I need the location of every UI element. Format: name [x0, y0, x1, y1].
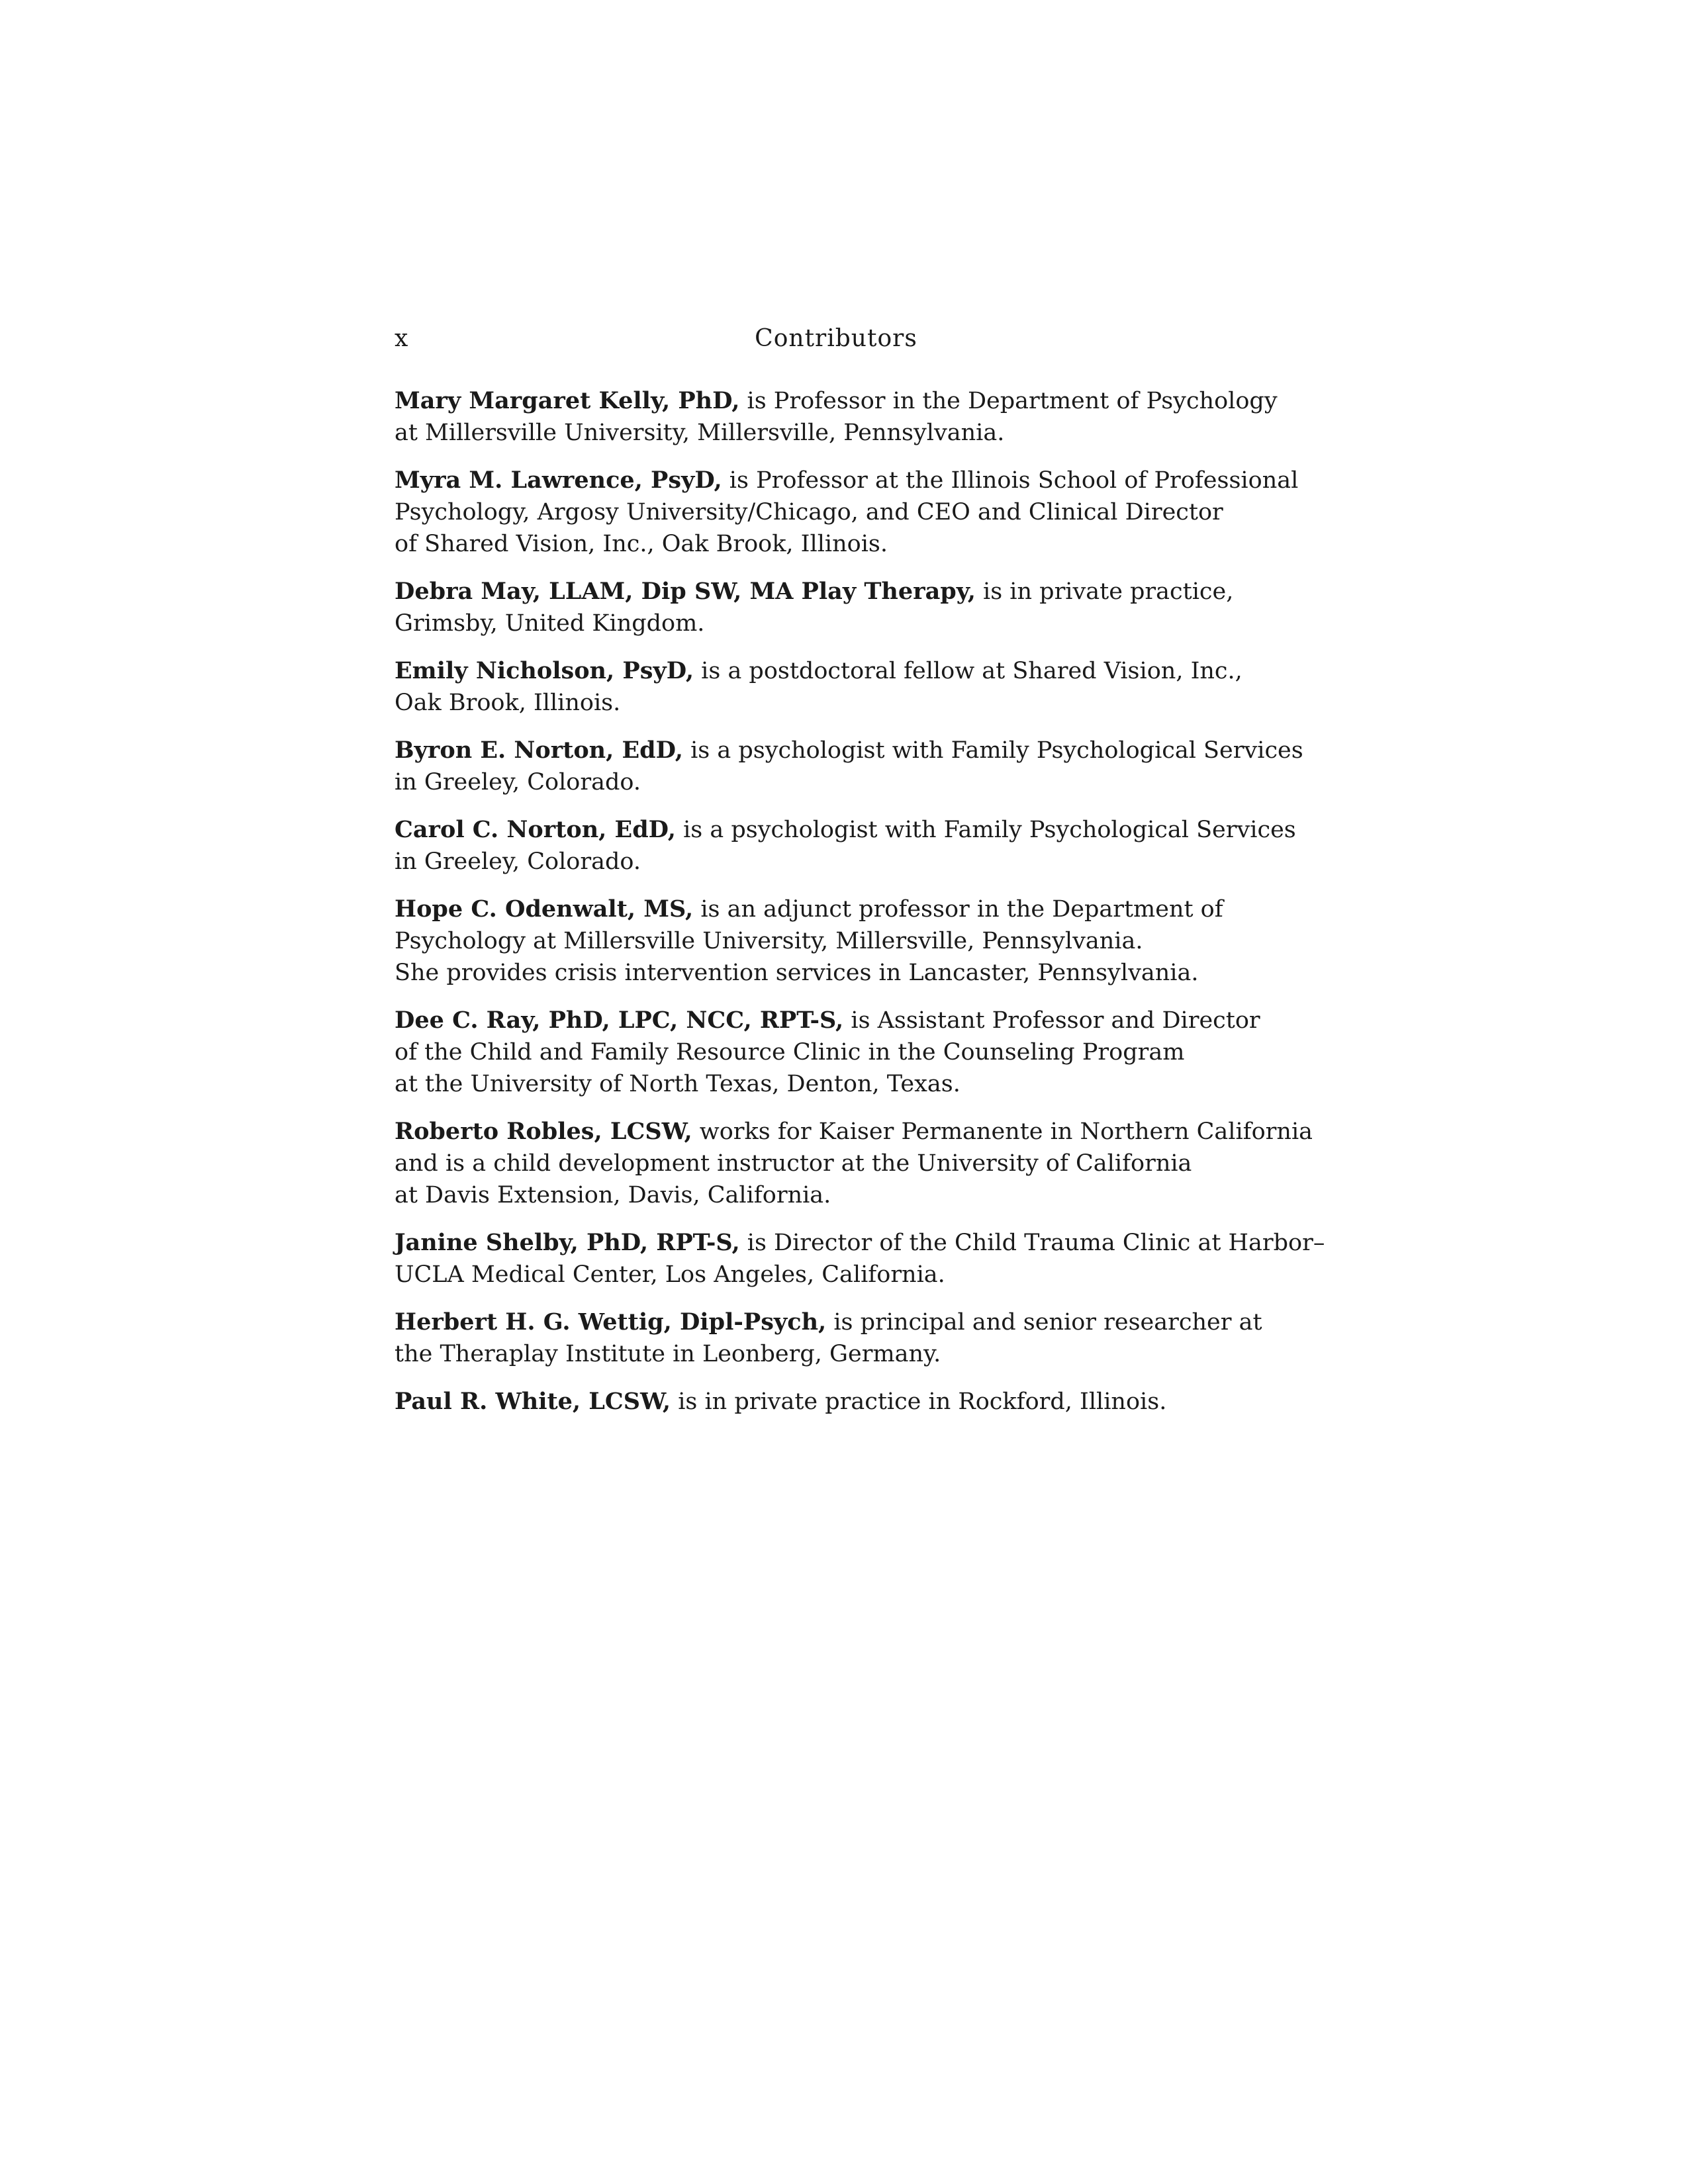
contributor-description: is Assistant Professor and Director: [843, 1007, 1260, 1034]
entry-line: Oak Brook, Illinois.: [395, 690, 621, 716]
contributor-description: is principal and senior researcher at: [826, 1309, 1262, 1336]
contributor-description: is in private practice,: [975, 578, 1234, 605]
contributor-description: is a postdoctoral fellow at Shared Vision, Inc.,: [694, 658, 1243, 684]
entry-first-line: [395, 814, 1308, 846]
entry-first-line: [395, 576, 1308, 608]
contributor-description: is Professor at the Illinois School of Professional: [722, 467, 1299, 494]
contributor-description: is a psychologist with Family Psychological Services: [675, 817, 1296, 843]
entry-first-line: [395, 1116, 1313, 1148]
contributor-name: Janine Shelby, PhD, RPT-S,: [395, 1229, 740, 1256]
entry-line: She provides crisis intervention services in Lancaster, Pennsylvania.: [395, 960, 1199, 986]
contributor-description: works for Kaiser Permanente in Northern California: [692, 1118, 1313, 1145]
contributor-entry: [395, 1227, 1325, 1291]
contributor-description: is a psychologist with Family Psychological Services: [682, 737, 1303, 764]
entry-first-line: [395, 735, 1308, 766]
entry-line: Psychology at Millersville University, Millersville, Pennsylvania.: [395, 928, 1143, 954]
contributor-description: is in private practice in Rockford, Illinois.: [671, 1388, 1167, 1415]
contributor-entry: [395, 576, 1308, 639]
contributor-name: Herbert H. G. Wettig, Dipl-Psych,: [395, 1308, 827, 1336]
entry-line: UCLA Medical Center, Los Angeles, California.: [395, 1261, 945, 1288]
contributor-name: Dee C. Ray, PhD, LPC, NCC, RPT-S,: [395, 1007, 844, 1034]
contributor-entry: [395, 1306, 1308, 1370]
contributor-name: Roberto Robles, LCSW,: [395, 1118, 692, 1145]
contributor-name: Emily Nicholson, PsyD,: [395, 657, 694, 684]
contributor-entry: [395, 655, 1308, 719]
contributor-entry: [395, 814, 1308, 878]
entry-line: in Greeley, Colorado.: [395, 769, 641, 796]
contributor-description: is Director of the Child Trauma Clinic at Harbor–: [739, 1230, 1325, 1256]
entry-line: Grimsby, United Kingdom.: [395, 610, 705, 637]
contributor-entry: [395, 1005, 1308, 1100]
entry-line: Psychology, Argosy University/Chicago, and CEO and Clinical Director: [395, 499, 1223, 525]
entry-line: and is a child development instructor at the University of California: [395, 1150, 1192, 1177]
contributor-list: [395, 385, 1325, 1433]
entry-line: of Shared Vision, Inc., Oak Brook, Illinois.: [395, 531, 888, 557]
entry-first-line: [395, 1227, 1325, 1259]
contributor-name: Debra May, LLAM, Dip SW, MA Play Therapy,: [395, 578, 976, 605]
entry-line: the Theraplay Institute in Leonberg, Germany.: [395, 1341, 941, 1367]
contributor-name: Paul R. White, LCSW,: [395, 1388, 671, 1415]
entry-line: at Millersville University, Millersville, Pennsylvania.: [395, 420, 1005, 446]
contributor-name: Myra M. Lawrence, PsyD,: [395, 467, 722, 494]
running-head: [395, 319, 1278, 359]
contributor-entry: [395, 893, 1308, 989]
entry-first-line: [395, 465, 1308, 496]
entry-first-line: [395, 655, 1308, 687]
contributor-entry: [395, 1116, 1313, 1211]
entry-line: at Davis Extension, Davis, California.: [395, 1182, 831, 1208]
contributor-entry: [395, 385, 1308, 449]
contributor-entry: [395, 735, 1308, 798]
entry-first-line: [395, 1005, 1308, 1036]
entry-first-line: [395, 1386, 1308, 1418]
contributor-name: Hope C. Odenwalt, MS,: [395, 895, 694, 923]
contributor-entry: [395, 465, 1308, 560]
entry-line: of the Child and Family Resource Clinic in the Counseling Program: [395, 1039, 1185, 1066]
entry-first-line: [395, 893, 1308, 925]
entry-line: at the University of North Texas, Denton, Texas.: [395, 1071, 961, 1097]
contributor-entry: [395, 1386, 1308, 1418]
entry-line: in Greeley, Colorado.: [395, 848, 641, 875]
page-number: x: [395, 325, 408, 352]
entry-first-line: [395, 1306, 1308, 1338]
running-title: Contributors: [755, 325, 917, 352]
contributor-name: Carol C. Norton, EdD,: [395, 816, 676, 843]
contributor-description: is Professor in the Department of Psychology: [739, 388, 1278, 414]
contributor-name: Byron E. Norton, EdD,: [395, 737, 683, 764]
contributor-description: is an adjunct professor in the Department of: [693, 896, 1223, 923]
contributor-name: Mary Margaret Kelly, PhD,: [395, 387, 740, 414]
entry-first-line: [395, 385, 1308, 417]
